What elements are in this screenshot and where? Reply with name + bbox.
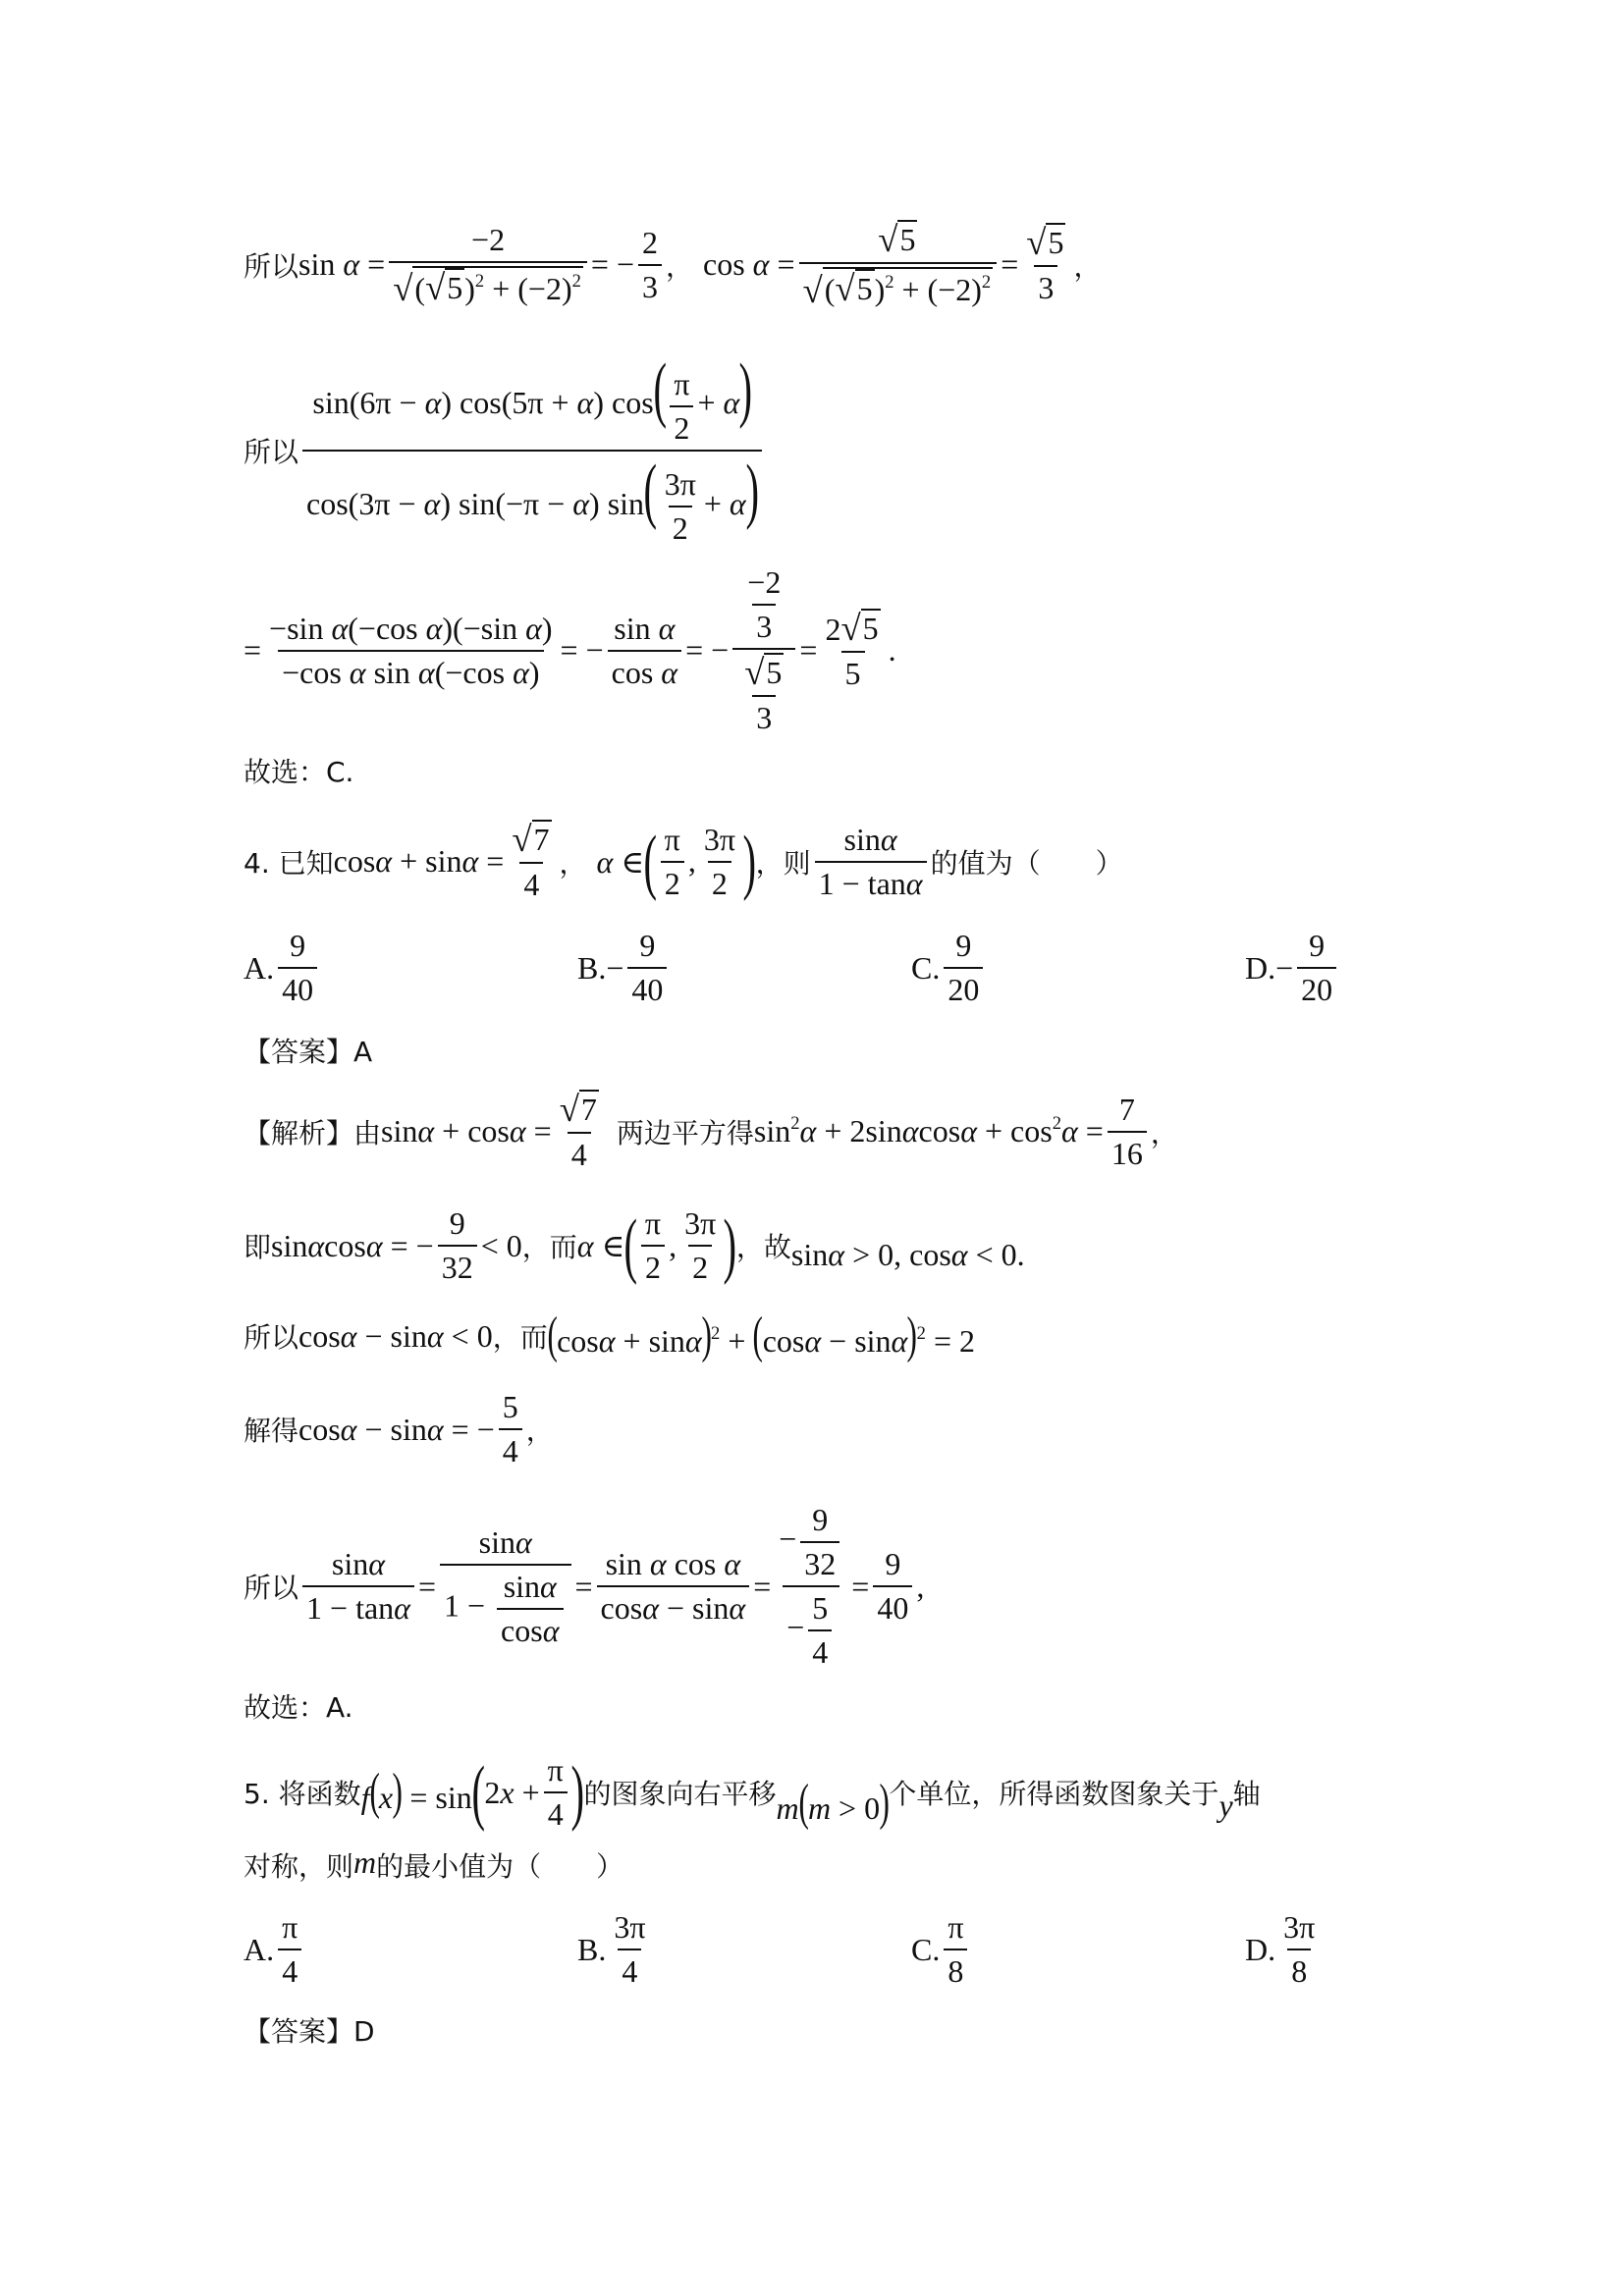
formula-big-fraction: 所以 sin(6π − α) cos(5π + α) cos( $\frac{\pi}{2}$ + α) cos(3π − α) sin(−π − α) sin( $\frac{3\pi}{2}$ + α)	[244, 353, 766, 547]
answer-label: 【答案】D	[244, 2015, 375, 2048]
option-d: D. − $\frac{9}{20}$	[1245, 928, 1340, 1008]
question-5: 5. 将函数 f(x) = sin ( 2x + $\frac{\pi}{4}$ ) 的图象向右平移 m(m > 0) 个单位，所得函数图象关于 y 轴	[244, 1752, 1261, 1833]
analysis-line-4: 解得 cosα − sinα = − $\frac{5}{4}$ ，	[244, 1389, 554, 1468]
question-5-line-2: 对称，则 m 的最小值为（ ）	[244, 1843, 624, 1883]
prefix-text: 所以	[244, 249, 299, 283]
answer-label: 【答案】A	[244, 1036, 373, 1068]
analysis-line-5: 所以 $\frac{\sin\alpha}{1 - \tan\alpha}$ = sinα 1 − $\frac{\sin\alpha}{\cos\alpha}$ = $\frac{\text{sin α cos α}}{\cos\alpha - \sin\alpha}$ = − $\frac{9}{32}$ − $\frac{5}{4}$ = $\frac{9}{40}$ ,	[244, 1502, 925, 1670]
question-number: 5. 将函数	[244, 1778, 361, 1810]
option-c: C. $\frac{9}{20}$	[911, 928, 987, 1008]
option-d: D. $\frac{3\pi}{8}$	[1245, 1909, 1316, 1989]
choice-a-text: 故选：A.	[244, 1691, 353, 1724]
option-a: A. $\frac{\pi}{4}$	[244, 1909, 305, 1990]
analysis-line-2: 即 sinαcosα = − $\frac{9}{32}$ < 0 ， 而 α ∈ ( $\frac{\pi}{2}$ , $\frac{3\pi}{2}$ ) ， 故 sinα > 0, cosα < 0.	[244, 1205, 1025, 1286]
question-number: 4. 已知	[244, 846, 334, 880]
choice-c-text: 故选：C.	[244, 756, 354, 788]
analysis-line-3: 所以 cosα − sinα < 0 ， 而 $(\cos\alpha + \sin\alpha)^2 + (\cos\alpha - \sin\alpha)^2 = 2$	[244, 1308, 975, 1363]
analysis-line-1: 【解析】由 sinα + cosα = √ 7 4 两边平方得 $\sin^2\alpha + 2\sin\alpha\cos\alpha + \cos^2\alpha$ = $\frac{7}{16}$ ，	[244, 1089, 1178, 1173]
formula-simplification: = $\frac{\text{−sin α(−cos α)(−sin α)}}{\text{−cos α sin α(−cos α)}}$ = − $\frac{\text{sin α}}{\text{cos α}}$ = − $\frac{-2}{3}$ √ 5 3 = 2 √ 5 5 .	[244, 564, 896, 736]
prefix-text: 所以	[244, 435, 299, 468]
option-b: B. − $\frac{9}{40}$	[577, 928, 671, 1008]
option-c: C. $\frac{\pi}{8}$	[911, 1909, 972, 1990]
formula-sin-cos-values: 所以 sin α = −2 √ ( √ 5 )$^2 + (-2)^2$ = − $\frac{2}{3}$ ， cos α = √ 5 √ ( √ 5 )$^2 + (-2)^2$ = √ 5 3 ，	[244, 219, 1102, 310]
option-b: B. $\frac{3\pi}{4}$	[577, 1909, 646, 1989]
question-4: 4. 已知 cosα + sinα = √ 7 4 ， α ∈ ( $\frac{\pi}{2}$ , $\frac{3\pi}{2}$ ) ，则 $\frac{\sin\alpha}{1 - \tan\alpha}$ 的值为（ ）	[244, 819, 1123, 903]
option-a: A. $\frac{9}{40}$	[244, 928, 321, 1008]
